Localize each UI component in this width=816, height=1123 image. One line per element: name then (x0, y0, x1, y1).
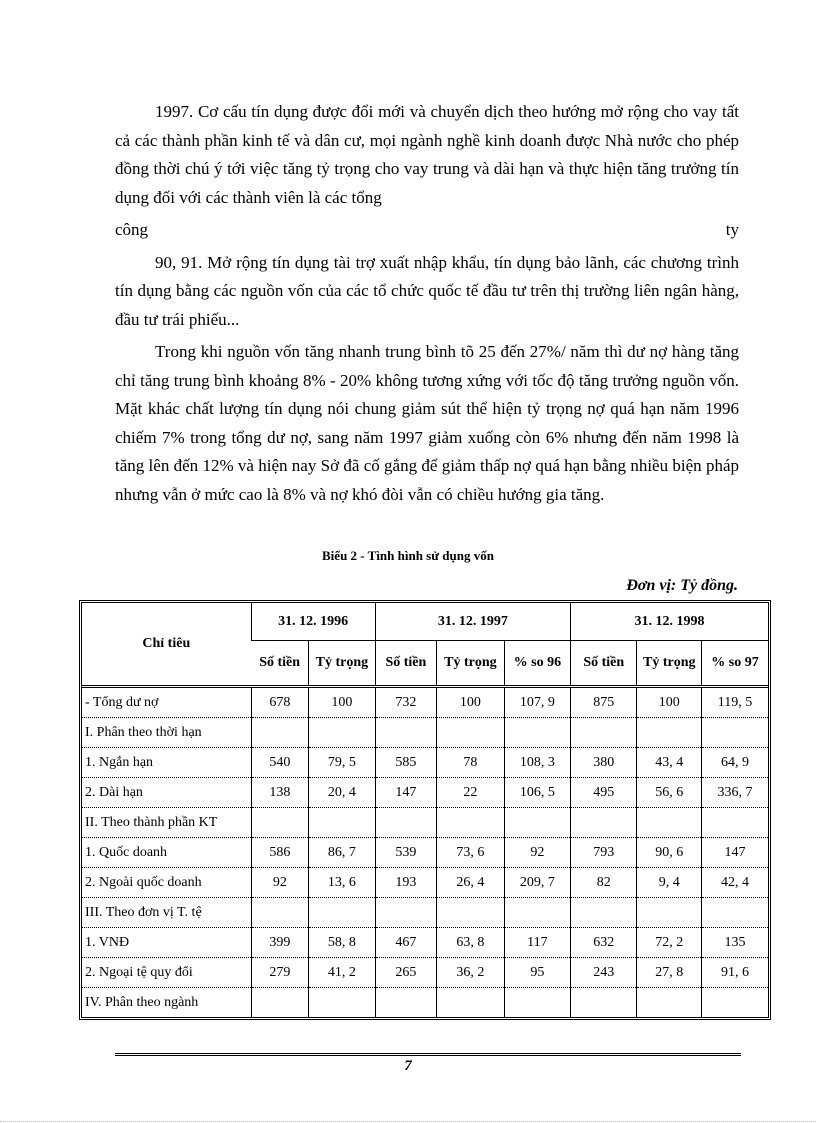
table-cell (637, 718, 702, 748)
header-year-1997: 31. 12. 1997 (375, 603, 570, 641)
table-header-row (82, 603, 768, 641)
table-cell (504, 898, 570, 928)
table-cell (437, 988, 505, 1018)
row-label: II. Theo thành phần KT (82, 808, 251, 838)
table-cell: 41, 2 (309, 958, 376, 988)
row-label: III. Theo đơn vị T. tệ (82, 898, 251, 928)
page-number: 7 (404, 1058, 412, 1074)
table-cell: 108, 3 (504, 748, 570, 778)
table-cell: 106, 5 (504, 778, 570, 808)
table-cell: 56, 6 (637, 778, 702, 808)
table-row (82, 718, 768, 748)
table-row (82, 868, 768, 898)
row-label: - Tổng dư nợ (82, 687, 251, 718)
table-cell: 279 (251, 958, 309, 988)
table-row (82, 898, 768, 928)
header-year-1996: 31. 12. 1996 (251, 603, 375, 641)
table-cell (375, 718, 436, 748)
row-label: 2. Ngoại tệ quy đổi (82, 958, 251, 988)
table-cell (251, 988, 309, 1018)
table-cell: 678 (251, 687, 309, 718)
subheader-so-tien: Số tiền (571, 641, 637, 687)
table-row (82, 748, 768, 778)
table-cell: 9, 4 (637, 868, 702, 898)
table-cell: 92 (251, 868, 309, 898)
table-cell (504, 808, 570, 838)
table-cell: 632 (571, 928, 637, 958)
subheader-ty-trong: Tỷ trọng (637, 641, 702, 687)
table-cell: 22 (437, 778, 505, 808)
table-cell (375, 808, 436, 838)
table-cell (702, 898, 768, 928)
table-cell (437, 898, 505, 928)
table-cell: 100 (309, 687, 376, 718)
row-label: 2. Ngoài quốc doanh (82, 868, 251, 898)
table-cell: 27, 8 (637, 958, 702, 988)
table-cell: 58, 8 (309, 928, 376, 958)
table-cell: 13, 6 (309, 868, 376, 898)
table-cell: 92 (504, 838, 570, 868)
paragraph-1-tail (115, 216, 739, 245)
table-cell: 63, 8 (437, 928, 505, 958)
table-row (82, 687, 768, 718)
table-row (82, 988, 768, 1018)
table-cell: 336, 7 (702, 778, 768, 808)
header-chi-tieu: Chỉ tiêu (82, 603, 251, 687)
table-cell (702, 808, 768, 838)
table-cell: 90, 6 (637, 838, 702, 868)
table-cell: 20, 4 (309, 778, 376, 808)
table-cell: 107, 9 (504, 687, 570, 718)
paragraph-1-tail-left: công (115, 220, 149, 239)
subheader-ty-trong: Tỷ trọng (437, 641, 505, 687)
table-cell: 875 (571, 687, 637, 718)
table-cell (571, 988, 637, 1018)
table-cell: 82 (571, 868, 637, 898)
row-label: 1. Ngắn hạn (82, 748, 251, 778)
table-cell: 117 (504, 928, 570, 958)
table-cell: 243 (571, 958, 637, 988)
body-text (115, 98, 739, 513)
paragraph-1-tail-right: ty (725, 220, 739, 239)
table-row (82, 958, 768, 988)
table-cell: 399 (251, 928, 309, 958)
bottom-border (0, 1121, 816, 1122)
paragraph-1-text: 1997. Cơ cấu tín dụng được đổi mới và chuyển dịch theo hướng mở rộng cho vay tất cả các thành phần kinh tế và dân cư, mọi ngành nghề kinh doanh được Nhà nước cho phép đồng thời chú ý tới việc tăng tỷ trọng cho vay trung và dài hạn và thực hiện tăng trưởng tín dụng đối với các thành viên là các tổng (115, 102, 739, 207)
table-cell: 42, 4 (702, 868, 768, 898)
table-cell: 79, 5 (309, 748, 376, 778)
table-cell: 147 (702, 838, 768, 868)
table-cell: 209, 7 (504, 868, 570, 898)
table-cell: 135 (702, 928, 768, 958)
table-cell (309, 988, 376, 1018)
table-cell (251, 808, 309, 838)
table-cell (637, 988, 702, 1018)
table-cell: 73, 6 (437, 838, 505, 868)
table-cell (571, 808, 637, 838)
table-body (82, 687, 768, 1018)
paragraph-2: 90, 91. Mở rộng tín dụng tài trợ xuất nhập khẩu, tín dụng bảo lãnh, các chương trình tín dụng bằng các nguồn vốn của các tổ chức quốc tế đầu tư trên thị trường liên ngân hàng, đầu tư trái phiếu... (115, 252, 739, 329)
table-cell: 540 (251, 748, 309, 778)
table-cell: 78 (437, 748, 505, 778)
subheader-so-tien: Số tiền (251, 641, 309, 687)
subheader-pct-97: % so 97 (702, 641, 768, 687)
row-label: 2. Dài hạn (82, 778, 251, 808)
table-cell: 43, 4 (637, 748, 702, 778)
table-cell (437, 718, 505, 748)
table-caption: Biểu 2 - Tình hình sử dụng vốn (322, 548, 494, 563)
table-cell: 193 (375, 868, 436, 898)
footer-rule (115, 1053, 741, 1056)
row-label: I. Phân theo thời hạn (82, 718, 251, 748)
table-cell: 95 (504, 958, 570, 988)
table-cell (251, 898, 309, 928)
subheader-pct-96: % so 96 (504, 641, 570, 687)
table-cell: 100 (637, 687, 702, 718)
table-cell: 495 (571, 778, 637, 808)
data-table (82, 603, 768, 1017)
table-cell (309, 718, 376, 748)
table-cell: 586 (251, 838, 309, 868)
table-cell (637, 898, 702, 928)
table-cell: 147 (375, 778, 436, 808)
table-cell (251, 718, 309, 748)
table-cell: 72, 2 (637, 928, 702, 958)
table-cell (637, 808, 702, 838)
table-row (82, 928, 768, 958)
table-cell: 100 (437, 687, 505, 718)
table-cell (571, 718, 637, 748)
table-cell: 539 (375, 838, 436, 868)
row-label: 1. Quốc doanh (82, 838, 251, 868)
row-label: 1. VNĐ (82, 928, 251, 958)
table-cell (702, 988, 768, 1018)
subheader-ty-trong: Tỷ trọng (309, 641, 376, 687)
table-cell: 91, 6 (702, 958, 768, 988)
table-cell: 585 (375, 748, 436, 778)
table-cell: 138 (251, 778, 309, 808)
paragraph-3: Trong khi nguồn vốn tăng nhanh trung bình tõ 25 đến 27%/ năm thì dư nợ hàng tăng chỉ tăng trung bình khoảng 8% - 20% không tương xứng với tốc độ tăng trưởng nguồn vốn. Mặt khác chất lượng tín dụng nói chung giảm sút thể hiện tỷ trọng nợ quá hạn năm 1996 chiếm 7% trong tổng dư nợ, sang năm 1997 giảm xuống còn 6% nhưng đến năm 1998 là tăng lên đến 12% và hiện nay Sở đã cố gắng để giảm thấp nợ quá hạn bằng nhiều biện pháp nhưng vẫn ở mức cao là 8% và nợ khó đòi vẫn có chiều hướng gia tăng. (115, 342, 739, 504)
table-cell (309, 898, 376, 928)
table-cell (504, 718, 570, 748)
header-year-1998: 31. 12. 1998 (571, 603, 768, 641)
table-cell (504, 988, 570, 1018)
table-cell: 467 (375, 928, 436, 958)
table-cell: 732 (375, 687, 436, 718)
table-cell: 26, 4 (437, 868, 505, 898)
table-cell: 265 (375, 958, 436, 988)
table-row (82, 808, 768, 838)
table-cell (375, 898, 436, 928)
table-cell (309, 808, 376, 838)
paragraph-1 (115, 98, 739, 212)
unit-label: Đơn vị: Tỷ đồng. (626, 577, 738, 594)
table-cell: 380 (571, 748, 637, 778)
table-cell (571, 898, 637, 928)
table-cell (437, 808, 505, 838)
table-row (82, 778, 768, 808)
row-label: IV. Phân theo ngành (85, 994, 199, 1010)
subheader-so-tien: Số tiền (375, 641, 436, 687)
data-table-frame (79, 600, 771, 1020)
table-cell: 86, 7 (309, 838, 376, 868)
table-cell: 64, 9 (702, 748, 768, 778)
table-row (82, 838, 768, 868)
table-cell: 119, 5 (702, 687, 768, 718)
table-cell: 36, 2 (437, 958, 505, 988)
table-cell: 793 (571, 838, 637, 868)
table-cell (702, 718, 768, 748)
table-cell (375, 988, 436, 1018)
